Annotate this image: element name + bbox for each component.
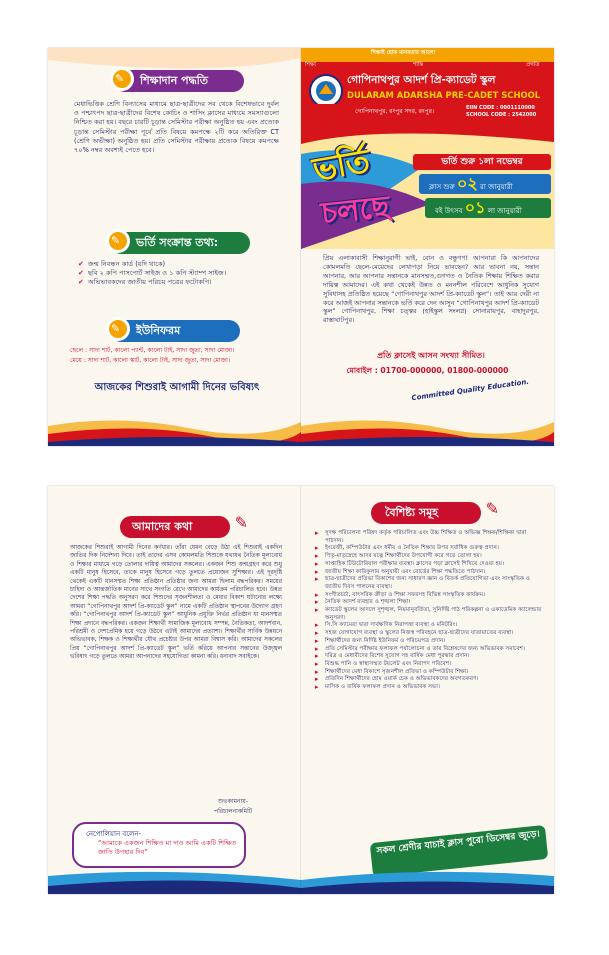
- teaching-method-body: মেধাভিত্তিক শ্রেণি বিন্যাসের মাধ্যমে ছাত্র-ছাত্রীদের সব থেকে বিশেষভাবে দুর্বল ও পশ্চাৎপদ ছাত্র-ছাত্রীদের বিশেষ কোচিং ও শাসিং ক্লাসের মাধ্যমে সমস্যাগুলো নিশ্চিত করা হয়। বছরে চারটি চূড়ান্ত সেমিস্টার পরীক্ষা অনুষ্ঠিত হয় এবং প্রত্যেক চূড়ান্ত সেমিস্টার পরীক্ষা পূর্বে প্রতি বিষয়ে কমপক্ষে ২টি করে অতিরিক্ত CT (শ্রেণি অভীক্ষা) অনুষ্ঠিত হয়। প্রতি সেমিস্টার পরীক্ষায় প্রত্যেক বিষয়ে কমপক্ষে ৭০% নম্বর অবশ্যই পেতে হবে।: [74, 100, 279, 155]
- book-festival-number: ০১: [464, 198, 486, 217]
- class-start-number: ০২: [457, 174, 478, 193]
- list-item: ▸ মাসিক ও বার্ষিক ফলাফল প্রদান ও অভিভাবক সভা।: [315, 684, 543, 692]
- slogan: আজকের শিশুরাই আগামী দিনের ভবিষ্যৎ: [94, 382, 260, 393]
- list-item: ▸ পিতৃ-মাতৃস্নেহে আদর যত্নে শিক্ষার্থীদের উপযোগী করে গড়ে তোলা হয়।: [315, 553, 543, 561]
- list-item: ▸ জাতীয় শিক্ষা কারিকুলাম অনুযায়ী এবং বোর্ডের শিক্ষা পদ্ধতিতে পাঠদান।: [315, 569, 543, 577]
- class-start-banner: [419, 174, 551, 194]
- our-words-title: আমাদের কথা: [132, 520, 193, 533]
- school-name-en: DULARAM ADARSHA PRE-CADET SCHOOL: [347, 90, 541, 100]
- list-item: ▸ ক্যাডেট স্কুলের আদলে সুশৃঙ্খল, নিয়মানুবর্তিতা, সুনির্দিষ্ট পাঠ পরিকল্পনা ও একাডেমিক ক্যালেন্ডার অনুসরণ।: [315, 607, 543, 622]
- cover-top-line: শিক্ষাই হোক মানবতার আলো: [371, 50, 436, 56]
- bottom-wave: [301, 406, 554, 446]
- school-name-bn: গোপিনাথপুর আদর্শ প্রি-ক্যাডেট স্কুল: [347, 74, 496, 86]
- bottom-wave: [48, 406, 301, 446]
- brochure-inner-page: [48, 486, 554, 894]
- list-item: ▸ নৈতিক আদর্শ ব্যবহার ও শৃঙ্খলা শিক্ষা।: [315, 599, 543, 607]
- list-item: ▸ শিক্ষার্থীদের মেধা বিকাশে সৃজনশীল প্রতিভা ও কম্পিউটার শিক্ষা।: [315, 669, 543, 677]
- list-item: ▸ শিক্ষার্থীদের জন্য নির্দিষ্ট ইউনিফর্ম ও পরিচয়পত্র প্রদান।: [315, 638, 543, 646]
- eiin-code: EIIN CODE : 0001110000: [466, 105, 535, 111]
- bullet-icon: ✎: [106, 317, 130, 341]
- our-words-body: আজকের শিশুরাই আগামী দিনের কর্ণধার। তাঁরা যেমন বেড়ে উঠা এই শিশুরাই একদিন জাতির দিক নির্দেশনা দিবে। তাই তাদের এসব কোমলমতি শিশুকে যথাযথ নৈতিক মূল্যবোধ ও শিক্ষার মাধ্যমে গড়ে তোলার দায়িত্ব আমাদের সকলের। একজন শিশু জন্মগ্রহণ করে শুধু একটি মানুষ হিসেবে, তাকে মানুষ হিসেবে গড়ে তুলতে প্রয়োজন সুশিক্ষার। এই দূরদৃষ্টি থেকেই একটি মানসম্মত শিক্ষা প্রতিষ্ঠান প্রতিষ্ঠার জন্য আমরা ছিলাম বদ্ধপরিকর। সময়ের চাহিদা ও আন্তর্জাতিক মানের সাথে সংগতি রেখে আমাদের কার্যক্রম পরিচালিত হবে। উন্নত দেশের শিক্ষা পদ্ধতি অনুসরণ করে শিশুদের সৃজনশীলতা ও মেধার বিকাশ ঘটানোর লক্ষ্যে আমরা “গোপিনাথপুর আদর্শ প্রি-ক্যাডেট স্কুল” নামে একটি প্রতিষ্ঠান স্থাপনের উদ্যোগ গ্রহণ করি। “গোপিনাথপুর আদর্শ প্রি-ক্যাডেট স্কুল” আধুনিক প্রযুক্তি নির্ভর প্রতিষ্ঠান যা মানসম্মত শিক্ষা প্রদানে বদ্ধপরিকর। একজন শিক্ষার্থী সামাজিক মূল্যবোধ সম্পন্ন, নৈতিকতা, আদর্শবান, পরিশ্রমী ও দেশপ্রেমিক হয়ে গড়ে উঠবে এটাই আমাদের প্রত্যাশা। শিক্ষার্থীর সার্বিক উন্নয়নে অভিভাবক, শিক্ষক ও শিক্ষার্থীর যৌথ প্রচেষ্টার উপর আমরা বিশ্বাস করি। আমাদের সকলের প্রিয় “গোপিনাথপুর আদর্শ প্রি-ক্যাডেট স্কুল” ভর্তি করিয়ে আপনার সন্তানের উজ্জ্বল ভবিষ্যৎ গড়ে তুলতে আমরা আপনাদের সহযোগিতা কামনা করি। ধন্যবাদ সবাইকে।: [70, 545, 282, 661]
- left-inner-panel: [48, 486, 301, 894]
- list-item: ▸ দরিদ্র ও মেধাবীদের বিশেষ সুযোগ সহ বার্ষিক মেধা পুরস্কার প্রদান।: [315, 653, 543, 661]
- list-item: ▸ সি.সি ক্যামেরা দ্বারা সার্বক্ষণিক নিরাপত্তা ব্যবস্থা ও মনিটরিং।: [315, 622, 543, 630]
- tag-left: শিক্ষা: [305, 62, 316, 68]
- tag-mid: শান্তি: [413, 62, 424, 68]
- list-item: ▸ সুদক্ষ পরিচালনা পরিষদ কর্তৃক পরিচালিত এবং উচ্চ শিক্ষিত ও অভিজ্ঞ শিক্ষক/শিক্ষিকা দ্বারা পাঠদান।: [315, 530, 543, 545]
- intro-body: প্রিয় এলাকাবাসী শিক্ষানুরাগী ভাই, বোন ও বন্ধুগণ! আপনারা কি আপনাদের কোমলমতি ছেলে-মেয়েদের লেখাপড়া নিয়ে ভাবছেন? আর ভাবনা নয়, সন্তান আপনার, আর আপনার সন্তানকে মানসম্মত,গুণগত ও নৈতিক শিক্ষায় শিক্ষিত করার দায়িত্ব আমাদের। এই কথা থেকেই উন্নত ও মননশীল পরিবেশে আধুনিক সুযোগ সুবিধাসহ প্রতিষ্ঠিত হয়েছে “গোপিনাথপুর আদর্শ প্রি-ক্যাডেট স্কুল”। তাই আর দেরী না করে আজই আপনার সন্তানকে ভর্তি করে দেন আসুন “গোপিনাথপুর আদর্শ প্রি-ক্যাডেট স্কুল” গোপিনাথপুর, শিক্ষা চত্ত্বর (হাইস্কুল সংলগ্ন) সোনারায়পুর, বাহাদুরপুর, রাস্তাঘাটপুর।: [323, 254, 539, 325]
- admission-requirements-list: [78, 260, 283, 288]
- list-item: ▸ সাপ্তাহিক টিউটোরিয়াল পরীক্ষার ব্যবস্থা। ক্লাসের পড়া ক্লাসেই শিখিয়ে দেওয়া হয়।: [315, 561, 543, 569]
- mobile-numbers: মোবাইল : 01700-000000, 01800-000000: [346, 366, 509, 375]
- school-logo: [309, 74, 343, 112]
- admission-info-header: [110, 232, 250, 254]
- bullet-icon: ✎: [106, 229, 130, 253]
- uniform-header: [110, 320, 240, 342]
- school-address: গোপিনাথপুর, রংপুর সদর, রংপুর।: [355, 108, 435, 115]
- bottom-wave: [301, 860, 554, 894]
- school-code: SCHOOL CODE : 2542000: [466, 112, 537, 118]
- brochure-outer-page: [48, 48, 554, 446]
- napoleon-quote: “আমাকে একজন শিক্ষিত মা দাও আমি একটি শিক্ষিত জাতি উপহার দিব”: [98, 839, 237, 856]
- teaching-method-title: শিক্ষাদান পদ্ধতি: [140, 74, 209, 87]
- uniform-title: ইউনিফরম: [136, 324, 181, 337]
- teaching-method-header: [114, 70, 244, 92]
- pen-icon: ✎: [234, 513, 248, 532]
- book-festival-suffix: লা জানুয়ারী: [487, 207, 522, 215]
- features-header: [371, 499, 499, 524]
- admission-big-text-bottom: চলছে: [319, 189, 392, 232]
- our-words-header: [120, 513, 248, 538]
- uniform-boys: ছেলে : সাদা শার্ট, কালো প্যান্ট, কালো টাই, সাদা জুতা, সাদা মোজা।: [70, 347, 235, 354]
- features-panel: [301, 486, 554, 894]
- list-item: ▸ বিশুদ্ধ পানি ও স্বাস্থ্যসম্মত টয়লেট এবং নিরাপদ পরিবেশ।: [315, 661, 543, 669]
- uniform-girls: মেয়ে : সাদা শার্ট, কালো স্কার্ট, কালো টাই, সাদা জুতা, সাদা মোজা।: [70, 357, 231, 364]
- signature-line-2: পরিচালনাকমিটি: [214, 808, 253, 815]
- book-festival-label: বই উৎসব: [435, 207, 463, 215]
- bottom-wave: [48, 860, 301, 894]
- left-panel: [48, 48, 301, 446]
- admission-big-text-top: ভর্তি: [309, 141, 373, 189]
- limited-seats: প্রতি ক্লাসেই আসন সংখ্যা সীমিত।: [377, 351, 485, 360]
- pen-icon: ✎: [485, 499, 499, 518]
- list-item: ▸ প্রতি সেমিস্টার পরীক্ষার ফলাফল পর্যালোচনা ও তার বিশ্লেষণের জন্য অভিভাবক সমাবেশ।: [315, 646, 543, 654]
- list-item: ✔ ছবি ২ কপি পাসপোর্ট সাইজ ও ১ কপি স্ট্যাম্প সাইজ।: [78, 269, 283, 278]
- list-item: ✔ অভিভাবকদের জাতীয় পরিচয় পত্রের ফটোকপি।: [78, 278, 283, 287]
- features-list: [315, 530, 543, 692]
- tagline: Committed Quality Education.: [411, 377, 530, 403]
- features-title: বৈশিষ্ট্য সমূহ: [385, 506, 438, 519]
- admission-start-date: ভর্তি শুরু ১লা নভেম্বর: [413, 154, 551, 170]
- tag-right: প্রগতি: [526, 62, 540, 68]
- napoleon-title: নেপোলিয়ান বলেন-: [86, 830, 142, 838]
- list-item: ▸ সহজ যোগাযোগ ব্যবস্থা ও স্কুলের নিজস্ব পরিবহনে ছাত্র-ছাত্রীদের যাতায়াতের ব্যবস্থা।: [315, 630, 543, 638]
- class-start-suffix: রা জানুয়ারী: [480, 183, 513, 191]
- cover-panel: [301, 48, 554, 446]
- class-start-label: ক্লাস শুরু: [429, 183, 455, 191]
- assessment-class-banner: সকল শ্রেণীর যাচাই ক্লাস পুরো ডিসেম্বর জুড়ে।: [370, 825, 549, 877]
- signature-line-1: শুভকামনায়-: [218, 798, 248, 805]
- list-item: ▸ প্রতিদিন শিক্ষার্থীদের হোম ওয়ার্ক চেক ও অভিভাবকদের অবগতকরণ।: [315, 676, 543, 684]
- book-festival-banner: [425, 198, 551, 218]
- admission-info-title: ভর্তি সংক্রান্ত তথ্য:: [136, 236, 219, 249]
- list-item: ▸ ছাত্র-ছাত্রীদের প্রতিভা বিকাশের জন্য সাধারণ জ্ঞান ও বিতর্ক প্রতিযোগিতা এবং সাংস্কৃতিক ও জাতীয় দিবস পালনের ব্যবস্থা।: [315, 576, 543, 591]
- list-item: ▸ ইংরেজী, কম্পিউটার এবং ধর্মীয় ও নৈতিক শিক্ষার উপর সর্বাধিক গুরুত্ব প্রদান।: [315, 545, 543, 553]
- bullet-icon: ✎: [110, 67, 134, 91]
- list-item: ✔ জন্ম নিবন্ধন কার্ড (যদি থাকে): [78, 260, 283, 269]
- list-item: ▸ সংগীতচর্চা, বাৎসরিক ক্রীড়া ও শিক্ষা সফরসহ বিভিন্ন সাংস্কৃতিক কার্যক্রম।: [315, 592, 543, 600]
